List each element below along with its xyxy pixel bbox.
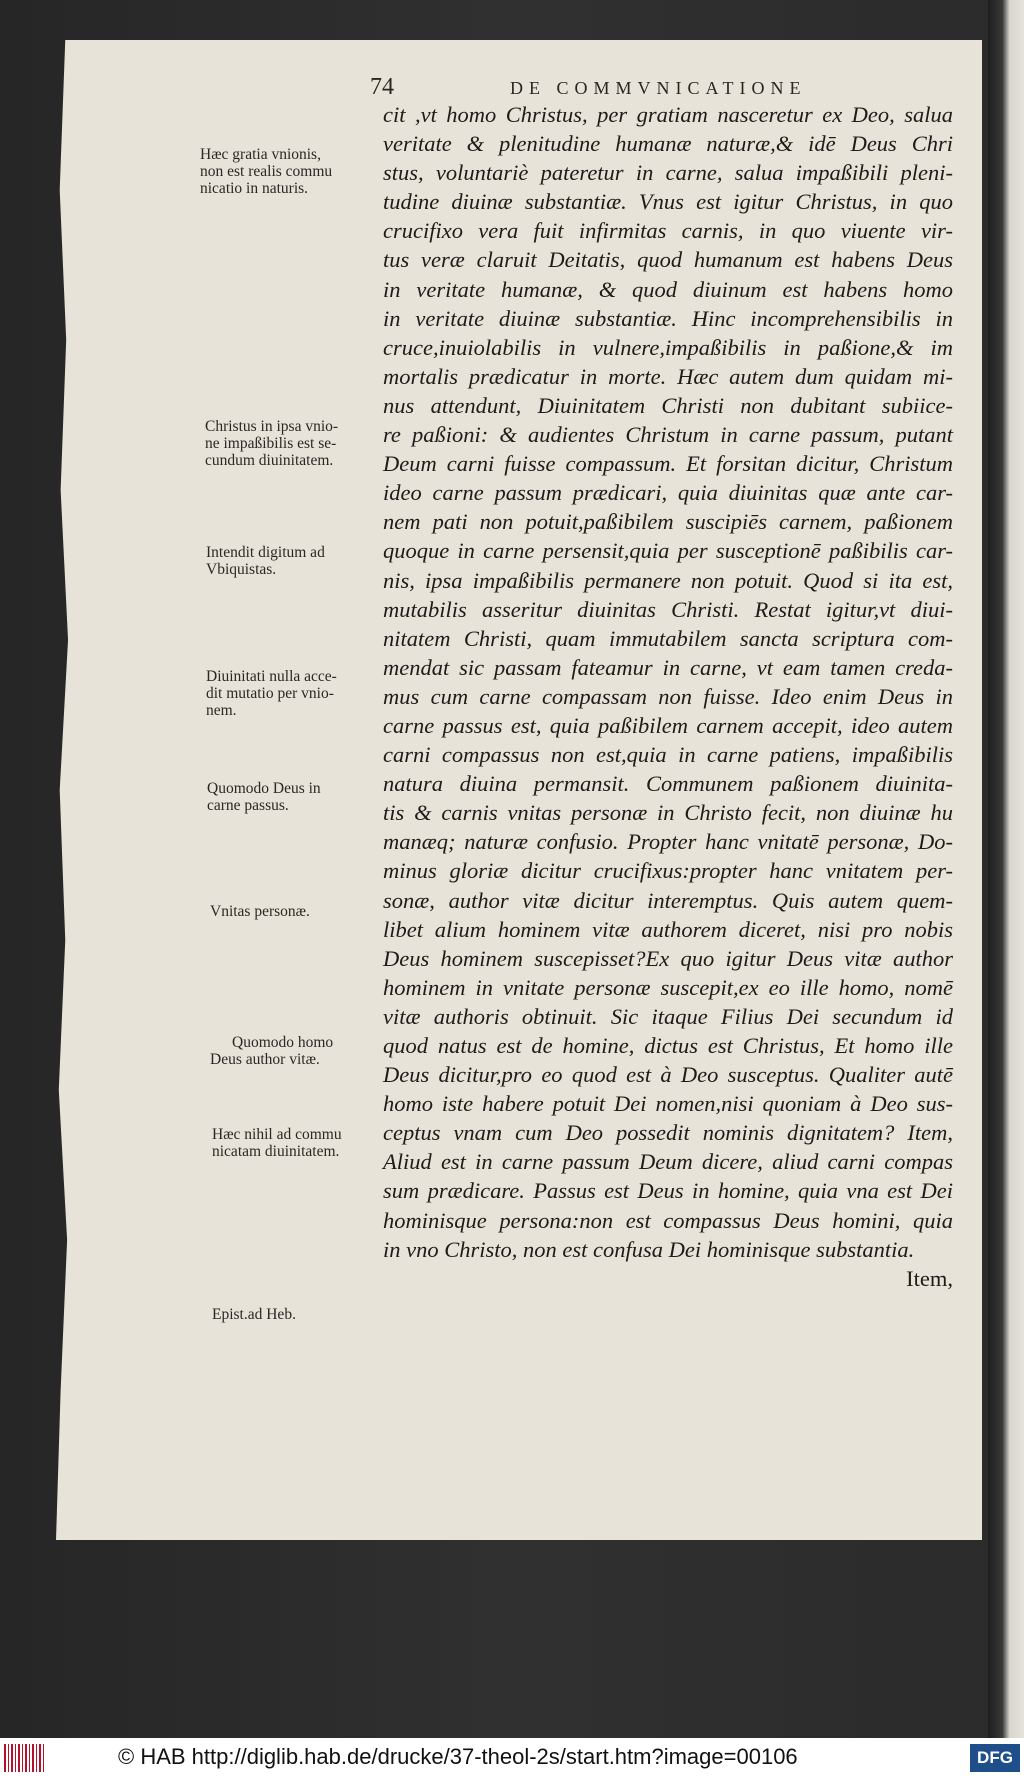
note-line: Hæc nihil ad commu (212, 1126, 342, 1143)
barcode-icon (4, 1744, 44, 1772)
text-line: tus veræ claruit Deitatis, quod humanum est habens Deus (383, 247, 953, 273)
text-line: crucifixo vera fuit infirmitas carnis, in quo viuente vir- (383, 218, 953, 244)
text-line: veritate & plenitudine humanæ naturæ,& idē Deus Chri (383, 131, 953, 157)
text-line: in veritate diuinæ substantiæ. Hinc incomprehensibilis in (383, 305, 953, 331)
note-line: Quomodo Deus in (207, 780, 321, 797)
text-line: homo iste habere potuit Dei nomen,nisi quoniam à Deo sus- (383, 1091, 953, 1117)
marginal-note (207, 780, 383, 814)
text-line: mortalis prædicatur in morte. Hæc autem dum quidam mi- (383, 363, 953, 389)
text-line: carni compassus non est,quia in carne patiens, impaßibilis (383, 742, 953, 768)
book-edge (988, 0, 1024, 1738)
text-line: stus, voluntariè pateretur in carne, salua impaßibili pleni- (383, 160, 953, 186)
main-text-block (383, 100, 953, 1293)
text-line: in vno Christo, non est confusa Dei hominisque substantia. (383, 1236, 915, 1262)
note-line: Quomodo homo (232, 1034, 334, 1051)
note-line: dit mutatio per vnio- (206, 685, 334, 702)
note-line: Vbiquistas. (206, 561, 277, 578)
text-line: nitatem Christi, quam immutabilem sancta scriptura com- (383, 625, 953, 651)
note-line: Diuinitati nulla acce- (206, 668, 337, 685)
text-line: tudine diuinæ substantiæ. Vnus est igitur Christus, in quo (383, 189, 953, 215)
marginal-note (212, 1306, 388, 1323)
text-line: cit ,vt homo Christus, per gratiam nasceretur ex Deo, salua (383, 102, 953, 127)
page-number: 74 (370, 74, 394, 100)
marginal-note (210, 1034, 386, 1068)
marginal-note (206, 668, 382, 719)
text-line: manæq; naturæ confusio. Propter hanc vnitatē personæ, Do- (383, 829, 953, 855)
text-line: Deus dicitur,pro eo quod est à Deo susceptus. Qualiter autē (383, 1062, 953, 1088)
note-line: Christus in ipsa vnio- (205, 418, 339, 435)
dfg-logo: DFG (970, 1744, 1020, 1772)
text-line: quoque in carne persensit,quia per susceptionē paßibilis car- (383, 538, 953, 564)
text-line: tis & carnis vnitas personæ in Christo fecit, non diuinæ hu (383, 800, 953, 826)
note-line: Epist.ad Heb. (212, 1306, 296, 1323)
text-line: nem pati non potuit,paßibilem suscipiēs carnem, paßionem (383, 509, 953, 535)
text-line: in veritate humanæ, & quod diuinum est habens homo (383, 276, 953, 302)
text-line: Aliud est in carne passum Deum dicere, aliud carni compas (383, 1149, 953, 1175)
text-line: nis, ipsa impaßibilis permanere non potuit. Quod si ita est, (383, 567, 953, 593)
text-line: vitæ authoris obtinuit. Sic itaque Filius Dei secundum id (383, 1003, 953, 1029)
text-line: Deus hominem suscepisset?Ex quo igitur Deus vitæ author (383, 945, 953, 971)
text-line: hominem in vnitate personæ suscepit,ex eo ille homo, nomē (383, 974, 953, 1000)
marginal-note (210, 903, 386, 920)
marginal-note (206, 544, 382, 578)
text-line: natura diuina permansit. Communem paßionem diuinita- (383, 771, 953, 797)
marginal-note (200, 146, 376, 197)
footer-bar (0, 1738, 1024, 1778)
text-line: nus attendunt, Diuinitatem Christi non dubitant subiice- (383, 392, 953, 418)
note-line: Vnitas personæ. (210, 903, 310, 920)
text-line: re paßioni: & audientes Christum in carne passum, putant (383, 422, 953, 448)
note-line: nem. (206, 702, 237, 719)
marginal-note (205, 418, 381, 469)
text-line: Deum carni fuisse compassum. Et forsitan dicitur, Christum (383, 451, 953, 477)
note-line: nicatam diuinitatem. (212, 1143, 340, 1160)
note-line: Hæc gratia vnionis, (200, 146, 321, 163)
text-line: libet alium hominem vitæ authorem diceret, nisi pro nobis (383, 916, 953, 942)
note-line: non est realis commu (200, 163, 333, 180)
note-line: nicatio in naturis. (200, 180, 309, 197)
note-line: ne impaßibilis est se- (205, 435, 337, 452)
note-line: carne passus. (207, 797, 289, 814)
text-line: quod natus est de homine, dictus est Christus, Et homo ille (383, 1033, 953, 1058)
note-line: Intendit digitum ad (206, 544, 325, 561)
text-line: sum prædicare. Passus est Deus in homine, quia vna est Dei (383, 1178, 953, 1204)
running-head: DE COMMVNICATIONE (510, 78, 807, 98)
note-line: cundum diuinitatem. (205, 452, 334, 469)
text-line: hominisque persona:non est compassus Deus homini, quia (383, 1207, 953, 1233)
text-line: mus cum carne compassam non fuisse. Ideo enim Deus in (383, 683, 953, 709)
note-line: Deus author vitæ. (210, 1051, 320, 1068)
text-line: cruce,inuiolabilis in vulnere,impaßibilis in paßione,& im (383, 334, 953, 360)
catchword: Item, (906, 1265, 953, 1291)
text-line: minus gloriæ dicitur crucifixus:propter hanc vnitatem per- (383, 858, 953, 884)
text-line: carne passus est, quia paßibilem carnem accepit, ideo autem (383, 712, 953, 738)
text-line: ceptus vnam cum Deo possedit nominis dignitatem? Item, (383, 1120, 953, 1146)
copyright-link[interactable]: © HAB http://diglib.hab.de/drucke/37-theol-2s/start.htm?image=00106 (118, 1744, 798, 1769)
text-line: mendat sic passam fateamur in carne, vt eam tamen creda- (383, 654, 953, 680)
text-line: sonæ, author vitæ dicitur interemptus. Quis autem quem- (383, 887, 953, 913)
text-line: ideo carne passum prædicari, quia diuinitas quæ ante car- (383, 480, 953, 506)
marginal-note (212, 1126, 388, 1160)
text-line: mutabilis asseritur diuinitas Christi. Restat igitur,vt diui- (383, 596, 953, 622)
